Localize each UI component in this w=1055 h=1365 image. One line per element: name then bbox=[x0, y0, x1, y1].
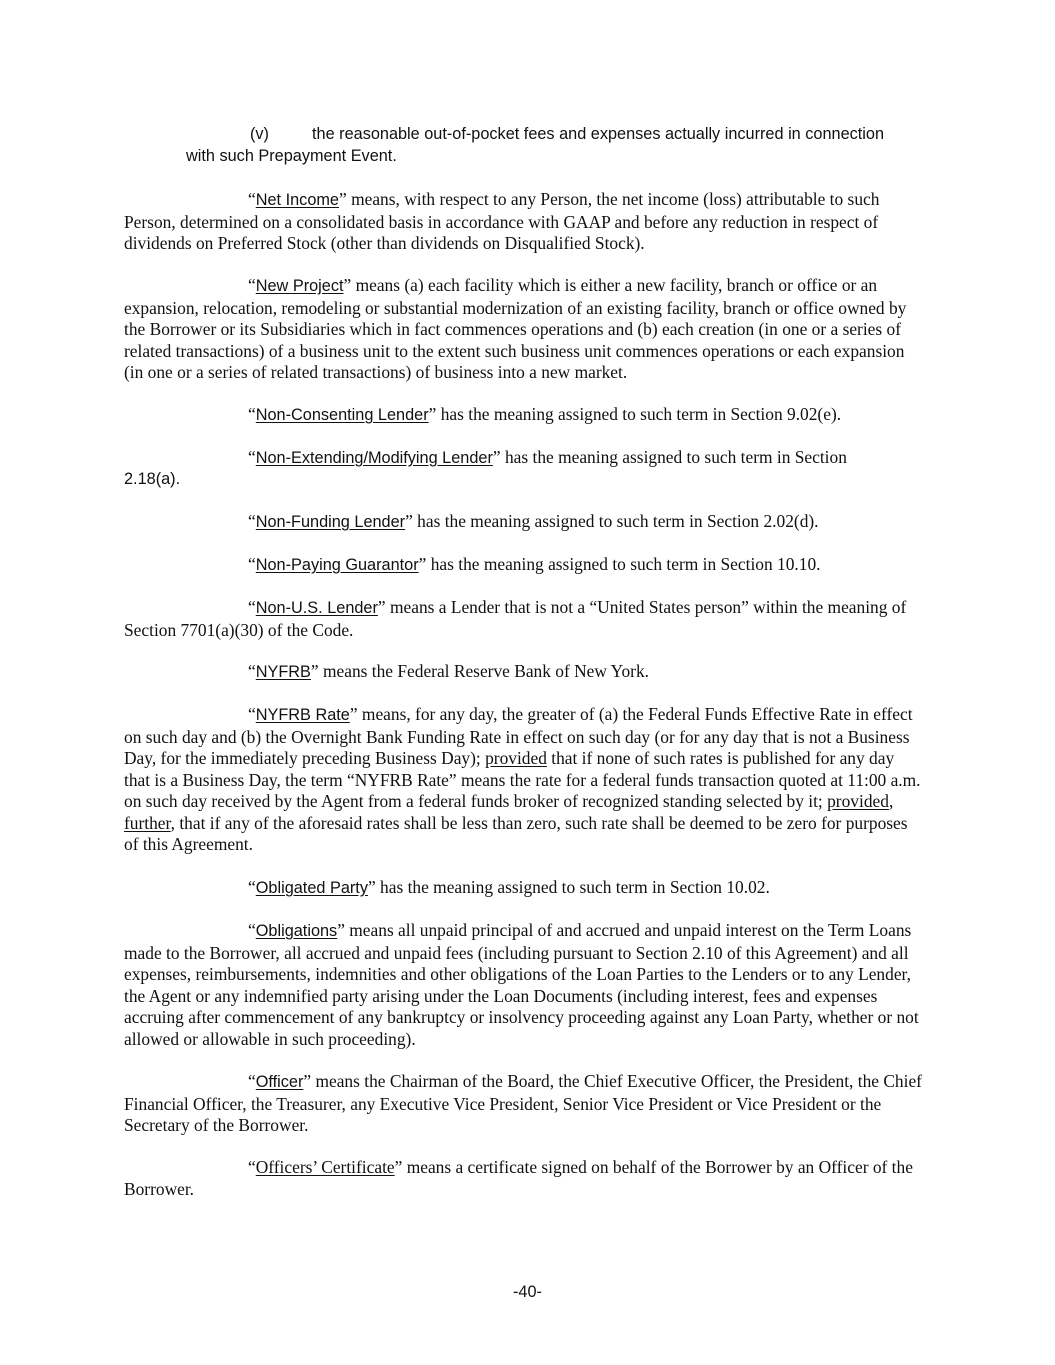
definition-non-paying-guarantor: “Non-Paying Guarantor” has the meaning assigned to such term in Section 10.10. bbox=[248, 554, 821, 574]
proviso-term: provided bbox=[827, 791, 889, 811]
defined-term: NYFRB bbox=[255, 663, 311, 681]
definition-text: means the Federal Reserve Bank of New York. bbox=[318, 661, 650, 681]
definition-text: means a certificate signed on behalf of the Borrower by an Officer of the Borrower. bbox=[124, 1157, 913, 1199]
defined-term: Non-Funding Lender bbox=[255, 513, 406, 531]
definition-obligated-party: “Obligated Party” has the meaning assigned to such term in Section 10.02. bbox=[248, 877, 770, 897]
definition-non-extending-modifying-lender: “Non-Extending/Modifying Lender” has the meaning assigned to such term in Section bbox=[248, 447, 847, 467]
definition-nyfrb-rate: “NYFRB Rate” means, for any day, the greater of (a) the Federal Funds Effective Rate in effect on such day and (b) the Overnight Bank Funding Rate in effect on such day (or for any day that is not a Business Day, for the immediately preceding Business Day); provided that if none of such rates is published for any day that is a Business Day, the term “NYFRB Rate” means the rate for a federal funds transaction quoted at 11:00 a.m. on such day received by the Agent from a federal funds broker of recognized standing selected by it; provided, further, that if any of the aforesaid rates shall be less than zero, such rate shall be deemed to be zero for purposes of this Agreement. bbox=[124, 704, 921, 854]
page-number: -40- bbox=[513, 1283, 542, 1301]
definition-nyfrb: “NYFRB” means the Federal Reserve Bank of New York. bbox=[248, 661, 650, 681]
definition-text: has the meaning assigned to such term in Section bbox=[500, 447, 847, 467]
defined-term: Officers’ Certificate bbox=[255, 1157, 395, 1177]
definition-text: means, for any day, the greater of (a) the Federal Funds Effective Rate in effect on such day and (b) the Overnight Bank Funding Rate in effect on such day (or for any day that is not a Business Day, for the immediately preceding Business Day); bbox=[124, 704, 913, 768]
definition-obligations: “Obligations” means all unpaid principal of and accrued and unpaid interest on the Term Loans made to the Borrower, all accrued and unpaid fees (including pursuant to Section 2.10 of this Agreement) and all expenses, reimbursements, indemnities and other obligations of the Loan Parties to the Lenders or to any Lender, the Agent or any indemnified party arising under the Loan Documents (including interest, fees and expenses accruing after commencement of any bankruptcy or insolvency proceeding against any Loan Party, whether or not allowed or allowable in such proceeding). bbox=[124, 920, 919, 1049]
proviso-term: provided bbox=[485, 748, 547, 768]
defined-term: New Project bbox=[255, 277, 344, 295]
clause-number: (v) bbox=[250, 125, 269, 143]
defined-term: Obligated Party bbox=[255, 879, 368, 897]
definition-text: means (a) each facility which is either a new facility, branch or office or an expansion, relocation, remodeling or substantial modernization of an existing facility, branch or office owned by the Borrower or its Subsidiaries which in fact commences operations and (b) each creation (in one or a series of related transactions) of a business unit to the extent such business unit commences operations or each expansion (in one or a series of related transactions) of business into a new market. bbox=[124, 275, 907, 382]
defined-term: Non-Paying Guarantor bbox=[255, 556, 419, 574]
definition-text: means all unpaid principal of and accrued and unpaid interest on the Term Loans made to the Borrower, all accrued and unpaid fees (including pursuant to Section 2.10 of this Agreement) and all expenses, reimbursements, indemnities and other obligations of the Loan Parties to the Lenders or to any Lender, the Agent or any indemnified party arising under the Loan Documents (including interest, fees and expenses accruing after commencement of any bankruptcy or insolvency proceeding against any Loan Party, whether or not allowed or allowable in such proceeding). bbox=[124, 920, 919, 1049]
defined-term: Officer bbox=[255, 1073, 304, 1091]
definition-text: has the meaning assigned to such term in Section 10.02. bbox=[375, 877, 770, 897]
section-reference: 2.18(a). bbox=[124, 470, 181, 488]
definition-text: has the meaning assigned to such term in Section 9.02(e). bbox=[436, 404, 842, 424]
definition-text: means the Chairman of the Board, the Chief Executive Officer, the President, the Chief Financial Officer, the Treasurer, any Executive Vice President, Senior Vice President or Vice President or the Secretary of the Borrower. bbox=[124, 1071, 922, 1135]
definition-officers-certificate: “Officers’ Certificate” means a certificate signed on behalf of the Borrower by an Officer of the Borrower. bbox=[124, 1157, 913, 1199]
clause-v-line bbox=[250, 124, 884, 146]
definition-net-income: “Net Income” means, with respect to any Person, the net income (loss) attributable to such Person, determined on a consolidated basis in accordance with GAAP and before any reduction in respect of dividends on Preferred Stock (other than dividends on Disqualified Stock). bbox=[124, 189, 880, 253]
defined-term: Non-Consenting Lender bbox=[255, 406, 429, 424]
defined-term: Obligations bbox=[255, 922, 338, 940]
definition-non-us-lender: “Non-U.S. Lender” means a Lender that is not a “United States person” within the meaning of Section 7701(a)(30) of the Code. bbox=[124, 597, 907, 640]
definition-text: , that if any of the aforesaid rates shall be less than zero, such rate shall be deemed to be zero for purposes of this Agreement. bbox=[124, 812, 908, 854]
definition-text: has the meaning assigned to such term in Section 2.02(d). bbox=[412, 511, 819, 531]
definition-non-funding-lender: “Non-Funding Lender” has the meaning assigned to such term in Section 2.02(d). bbox=[248, 511, 819, 531]
definition-officer: “Officer” means the Chairman of the Board, the Chief Executive Officer, the President, the Chief Financial Officer, the Treasurer, any Executive Vice President, Senior Vice President or Vice President or the Secretary of the Borrower. bbox=[124, 1071, 922, 1135]
definition-new-project: “New Project” means (a) each facility which is either a new facility, branch or office or an expansion, relocation, remodeling or substantial modernization of an existing facility, branch or office owned by the Borrower or its Subsidiaries which in fact commences operations and (b) each creation (in one or a series of related transactions) of a business unit to the extent such business unit commences operations or each expansion (in one or a series of related transactions) of business into a new market. bbox=[124, 275, 907, 382]
definition-text: that if none of such rates is published for any day that is a Business Day, the term “NYFRB Rate” means the rate for a federal funds transaction quoted at 11:00 a.m. on such day received by the Agent from a federal funds broker of recognized standing selected by it; bbox=[124, 748, 921, 811]
definition-non-consenting-lender: “Non-Consenting Lender” has the meaning assigned to such term in Section 9.02(e). bbox=[248, 404, 842, 424]
clause-text: the reasonable out-of-pocket fees and expenses actually incurred in connection bbox=[312, 125, 885, 143]
definition-text: means, with respect to any Person, the net income (loss) attributable to such Person, determined on a consolidated basis in accordance with GAAP and before any reduction in respect of dividends on Preferred Stock (other than dividends on Disqualified Stock). bbox=[124, 189, 880, 253]
clause-v-continuation: with such Prepayment Event. bbox=[186, 147, 397, 165]
defined-term: Non-U.S. Lender bbox=[255, 599, 378, 617]
definition-text: means a Lender that is not a “United States person” within the meaning of Section 7701(a)(30) of the Code. bbox=[124, 597, 907, 640]
definition-text: has the meaning assigned to such term in Section 10.10. bbox=[426, 554, 821, 574]
defined-term: Non-Extending/Modifying Lender bbox=[255, 449, 493, 467]
defined-term: NYFRB Rate bbox=[255, 706, 350, 724]
defined-term: Net Income bbox=[255, 191, 339, 209]
proviso-term: further bbox=[124, 812, 171, 833]
